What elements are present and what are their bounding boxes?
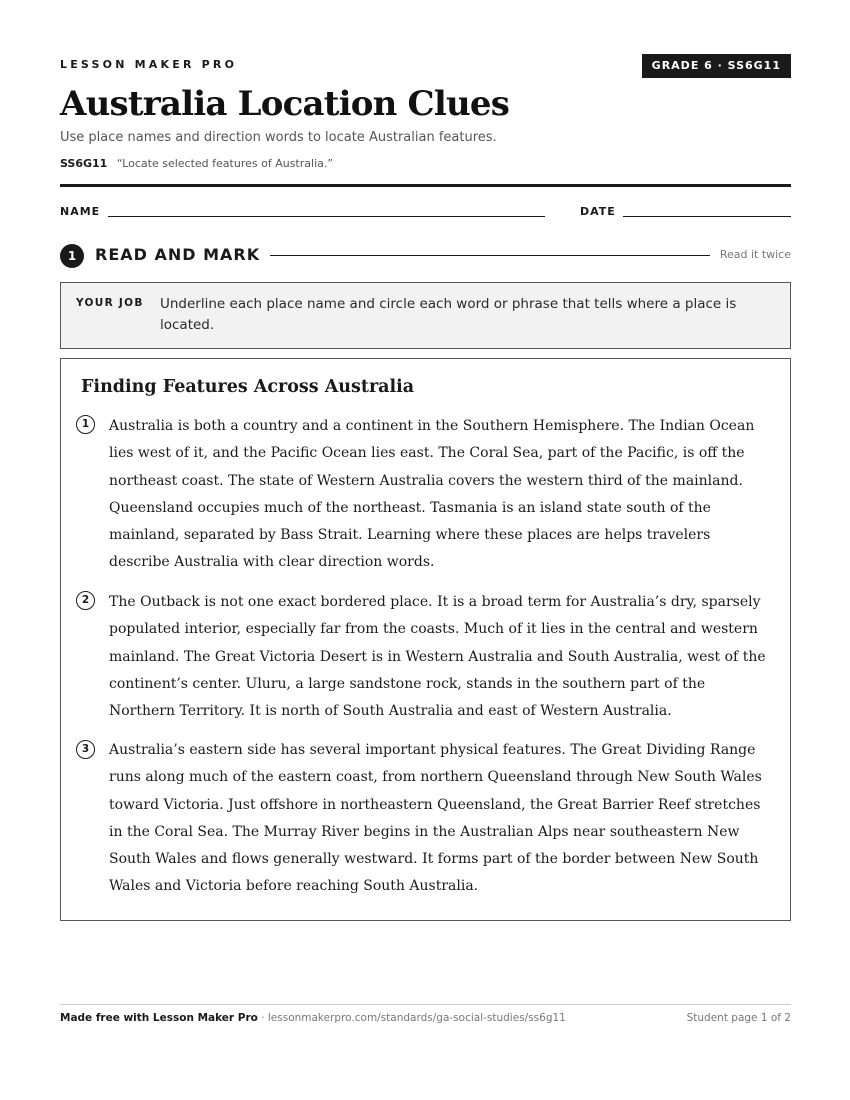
- date-field[interactable]: [623, 216, 791, 217]
- footer-credit: [60, 1012, 566, 1024]
- footer-divider: [60, 1004, 791, 1005]
- paragraph-number-1: 1: [76, 415, 95, 434]
- footer-page-number: Student page 1 of 2: [686, 1012, 791, 1024]
- header-divider: [60, 184, 791, 187]
- standard-text: “Locate selected features of Australia.”: [116, 157, 334, 170]
- name-field[interactable]: [108, 216, 545, 217]
- page-subtitle: Use place names and direction words to locate Australian features.: [60, 130, 497, 145]
- page-title: Australia Location Clues: [60, 84, 510, 124]
- standard-code: SS6G11: [60, 157, 108, 170]
- brand-name: LESSON MAKER PRO: [60, 58, 238, 71]
- passage-title: Finding Features Across Australia: [81, 377, 415, 397]
- paragraph-number-2: 2: [76, 591, 95, 610]
- footer-separator: ·: [257, 1012, 268, 1024]
- date-label: DATE: [580, 205, 616, 218]
- instructions-text: Underline each place name and circle each word or phrase that tells where a place is located.: [160, 296, 737, 333]
- grade-badge: GRADE 6 · SS6G11: [642, 54, 791, 78]
- reading-passage: [60, 358, 791, 921]
- section-header: [60, 243, 791, 269]
- section-rule: [270, 255, 710, 256]
- instructions-label: YOUR JOB: [76, 297, 144, 309]
- name-label: NAME: [60, 205, 101, 218]
- section-title: READ AND MARK: [95, 245, 261, 264]
- worksheet-page: [60, 0, 791, 1100]
- paragraph-3: Australia’s eastern side has several important physical features. The Great Dividing Range runs along much of the eastern coast, from northern Queensland through New South Wales toward Victoria. Just offshore in northeastern Queensland, the Great Barrier Reef stretches in the Coral Sea. The Murray River begins in the Australian Alps near southeastern New South Wales and flows generally westward. It forms part of the border between New South Wales and Victoria before reaching South Australia.: [109, 742, 762, 895]
- paragraph-2: The Outback is not one exact bordered place. It is a broad term for Australia’s dry, sparsely populated interior, especially far from the coasts. Much of it lies in the central and western mainland. The Great Victoria Desert is in Western Australia and South Australia, west of the continent’s center. Uluru, a large sandstone rock, stands in the southern part of the Northern Territory. It is north of South Australia and east of Western Australia.: [109, 594, 766, 720]
- section-number: 1: [60, 244, 84, 268]
- paragraph-1: Australia is both a country and a continent in the Southern Hemisphere. The Indian Ocean lies west of it, and the Pacific Ocean lies east. The Coral Sea, part of the Pacific, is off the northeast coast. The state of Western Australia covers the western third of the mainland. Queensland occupies much of the northeast. Tasmania is an island state south of the mainland, separated by Bass Strait. Learning where these places are helps travelers describe Australia with clear direction words.: [109, 418, 755, 571]
- instructions-box: [60, 282, 791, 349]
- footer-made-with: Made free with Lesson Maker Pro: [60, 1012, 258, 1024]
- section-note: Read it twice: [719, 248, 791, 261]
- footer-url[interactable]: lessonmakerpro.com/standards/ga-social-studies/ss6g11: [267, 1012, 566, 1024]
- standard-line: [60, 157, 333, 170]
- paragraph-number-3: 3: [76, 740, 95, 759]
